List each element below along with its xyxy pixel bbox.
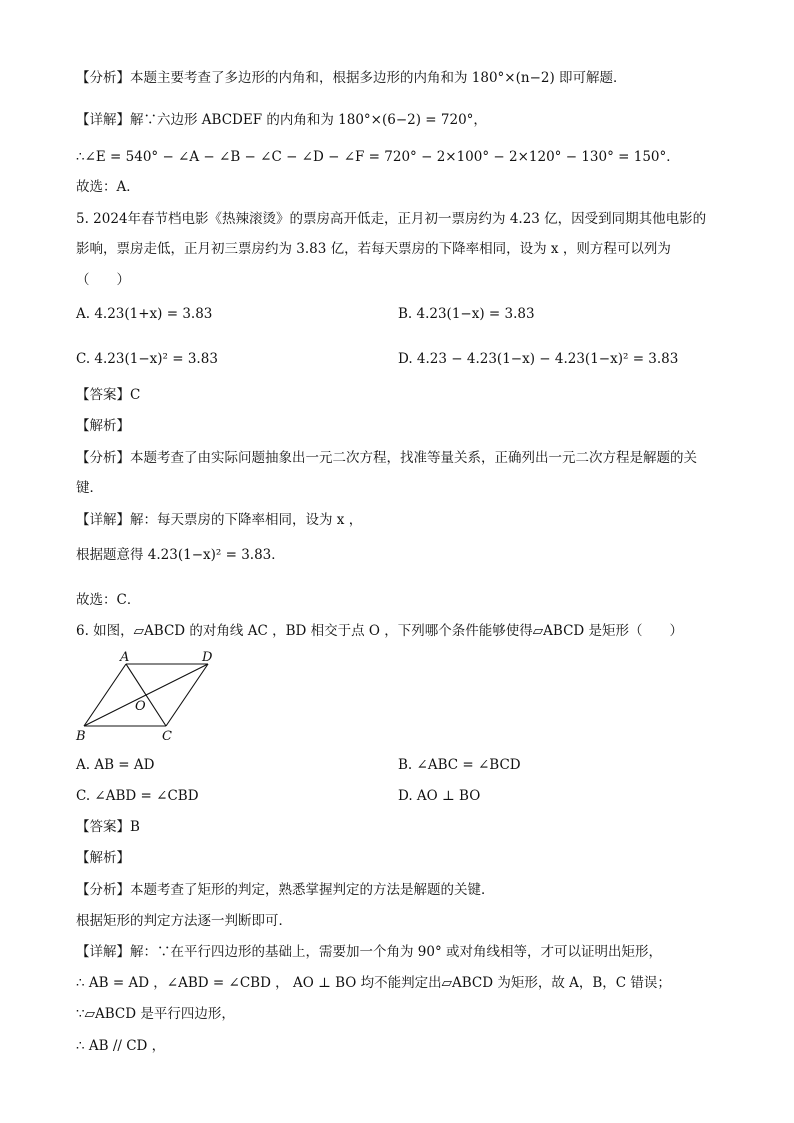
solution-line-q6-2: ∴ AB = AD ，∠ABD = ∠CBD ， AO ⊥ BO 均不能判定出▱ABCD 为矩形，故 A，B，C 错误； xyxy=(76,975,671,991)
q6-option-d: D. AO ⊥ BO xyxy=(398,788,481,804)
label-b: B xyxy=(76,729,86,744)
answer-q5: 【答案】C xyxy=(76,387,141,403)
q5-option-c: C. 4.23(1−x)² = 3.83 xyxy=(76,351,218,367)
analysis-line-q4: 【分析】本题主要考查了多边形的内角和，根据多边形的内角和为 180°×(n−2) 即可解题． xyxy=(76,70,627,86)
explanation-heading-q6: 【解析】 xyxy=(76,850,130,866)
analysis-line-q6: 【分析】本题考查了矩形的判定，熟悉掌握判定的方法是解题的关键． xyxy=(76,882,495,898)
analysis-line-q5-2: 键． xyxy=(76,480,103,496)
analysis-line-q6-2: 根据矩形的判定方法逐一判断即可． xyxy=(76,913,292,929)
solution-line-q6: 【详解】解：∵在平行四边形的基础上，需要加一个角为 90° 或对角线相等，才可以证明出矩形， xyxy=(76,944,663,960)
question-5-paren: （ ） xyxy=(76,272,130,288)
q5-option-a: A. 4.23(1+x) = 3.83 xyxy=(76,306,213,322)
label-c: C xyxy=(162,729,172,744)
solution-line-q4-2: ∴∠E = 540° − ∠A − ∠B − ∠C − ∠D − ∠F = 720° − 2×100° − 2×120° − 130° = 150°． xyxy=(76,149,680,165)
choice-line-q4: 故选：A． xyxy=(76,179,140,195)
solution-line-q6-4: ∴ AB // CD ， xyxy=(76,1038,166,1054)
side-ab xyxy=(84,664,126,726)
explanation-heading-q5: 【解析】 xyxy=(76,418,130,434)
q6-option-a: A. AB = AD xyxy=(76,757,155,773)
q6-option-c: C. ∠ABD = ∠CBD xyxy=(76,788,199,804)
q5-option-d: D. 4.23 − 4.23(1−x) − 4.23(1−x)² = 3.83 xyxy=(398,351,679,367)
diagonal-bd xyxy=(84,664,208,726)
analysis-line-q5: 【分析】本题考查了由实际问题抽象出一元二次方程，找准等量关系，正确列出一元二次方程是解题的关 xyxy=(76,450,697,466)
solution-line-q5: 【详解】解：每天票房的下降率相同，设为 x ， xyxy=(76,512,363,528)
choice-line-q5: 故选：C． xyxy=(76,592,141,608)
side-cd xyxy=(166,664,208,726)
solution-line-q5-2: 根据题意得 4.23(1−x)² = 3.83． xyxy=(76,547,285,563)
q6-option-b: B. ∠ABC = ∠BCD xyxy=(398,757,521,773)
label-a: A xyxy=(120,650,130,665)
solution-line-q6-3: ∵▱ABCD 是平行四边形， xyxy=(76,1006,235,1022)
question-6-line: 6. 如图，▱ABCD 的对角线 AC ，BD 相交于点 O ，下列哪个条件能够使得▱ABCD 是矩形（ ） xyxy=(76,623,684,639)
question-5-line-2: 影响，票房走低，正月初三票房约为 3.83 亿，若每天票房的下降率相同，设为 x ，则方程可以列为 xyxy=(76,241,671,257)
q5-option-b: B. 4.23(1−x) = 3.83 xyxy=(398,306,535,322)
parallelogram-diagram xyxy=(74,650,234,746)
solution-line-q4: 【详解】解∵六边形 ABCDEF 的内角和为 180°×(6−2) = 720°， xyxy=(76,112,487,128)
answer-q6: 【答案】B xyxy=(76,819,140,835)
label-o: O xyxy=(135,699,146,714)
question-5-line-1: 5. 2024年春节档电影《热辣滚烫》的票房高开低走，正月初一票房约为 4.23 亿，因受到同期其他电影的 xyxy=(76,211,707,227)
label-d: D xyxy=(202,650,213,665)
